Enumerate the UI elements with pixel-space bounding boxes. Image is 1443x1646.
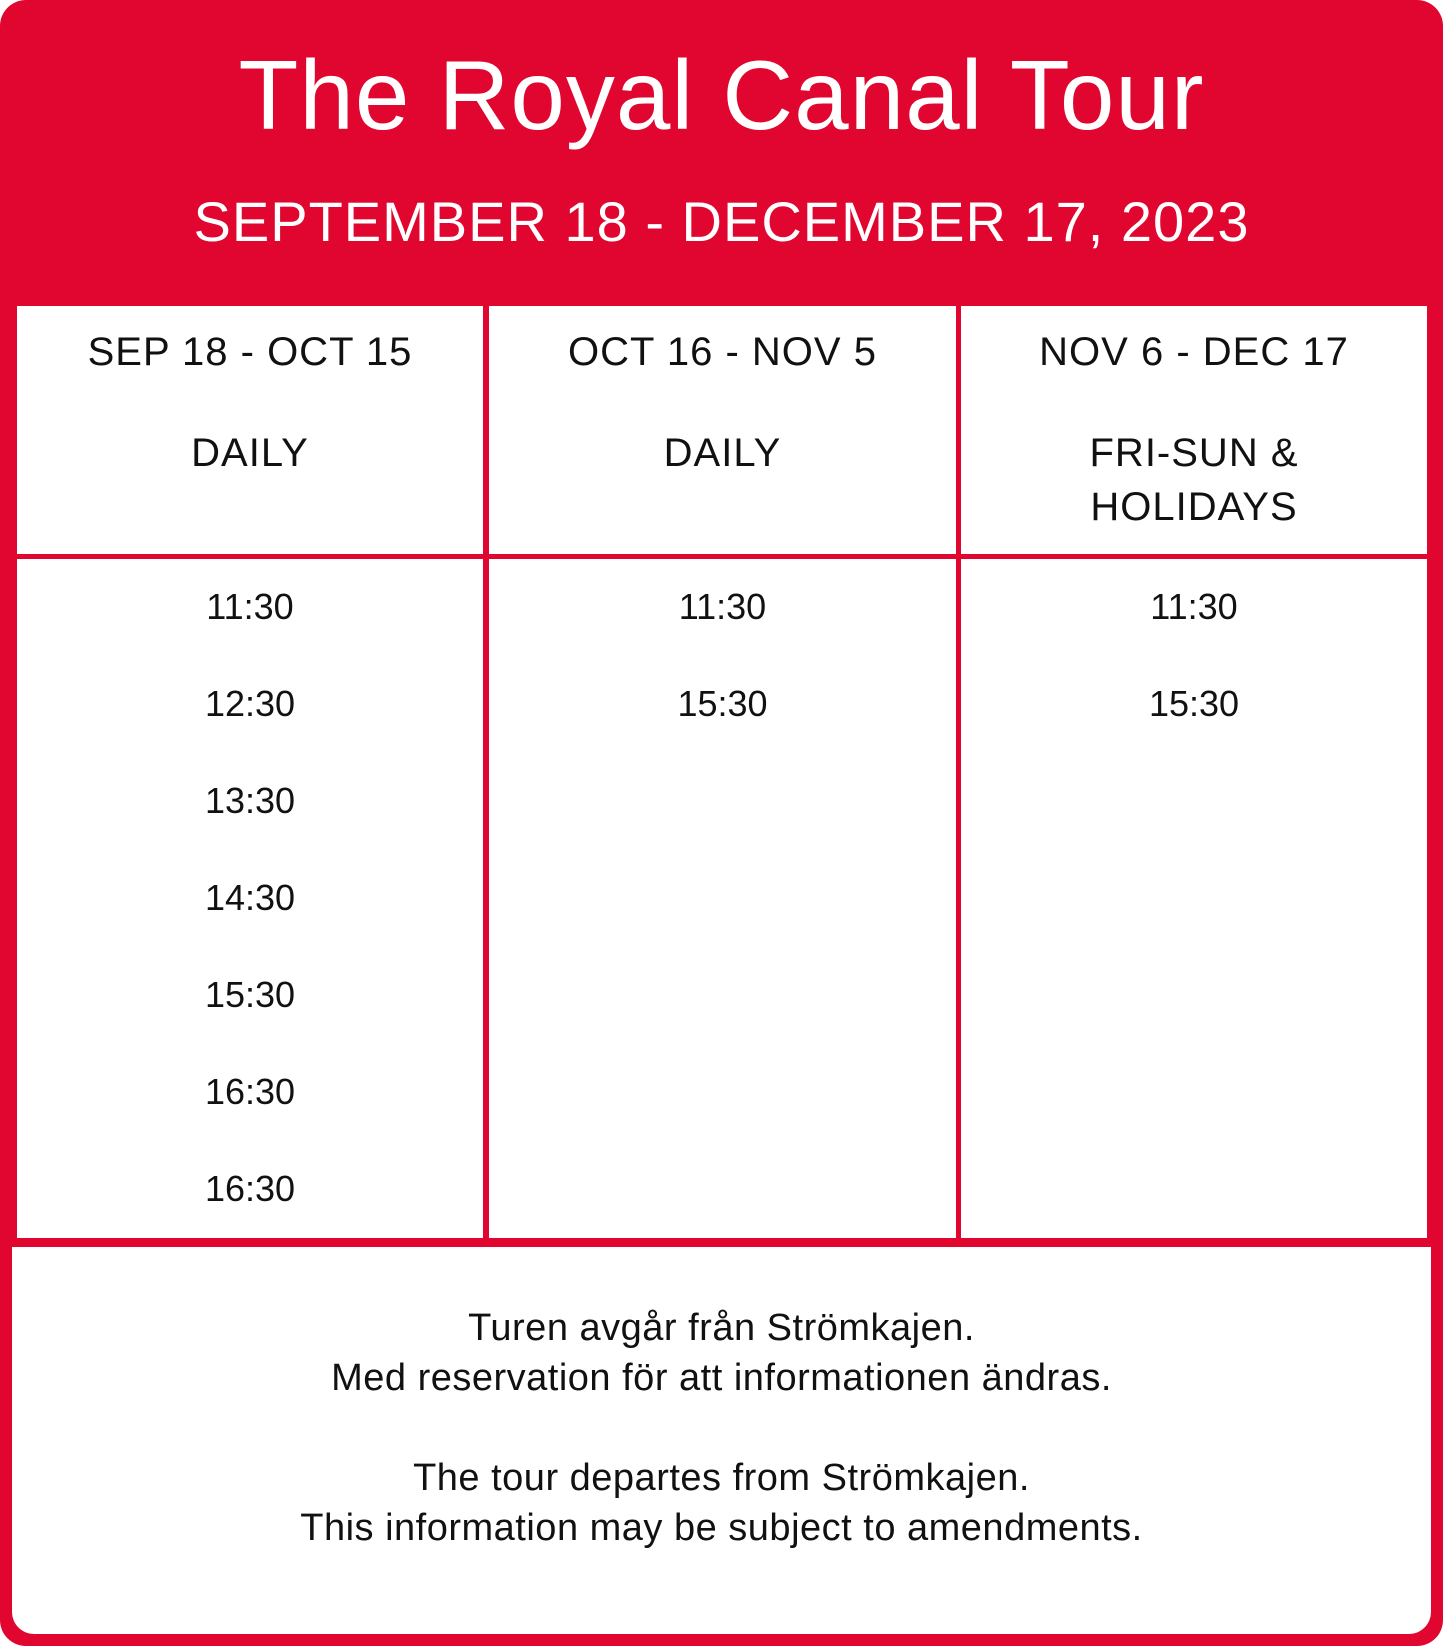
departure-time: 13:30 [204,780,296,821]
period-header-2 [489,306,956,554]
period-days: DAILY [191,431,309,475]
departure-time: 14:30 [204,877,296,918]
departure-times-3 [961,559,1427,1238]
period-header-1 [17,306,483,554]
departure-time: 11:30 [678,586,767,627]
swedish-notice [12,1303,1431,1403]
departure-note-sv: Turen avgår från Strömkajen. [468,1307,975,1349]
departure-times-1 [17,559,483,1238]
period-range: NOV 6 - DEC 17 [1039,330,1349,374]
period-range: SEP 18 - OCT 15 [87,330,413,374]
departure-time: 16:30 [204,1071,296,1112]
time-list [489,584,956,778]
english-notice [12,1453,1431,1553]
departure-note-en: The tour departes from Strömkajen. [413,1457,1030,1499]
departure-time: 12:30 [204,683,296,724]
period-days: DAILY [663,431,782,475]
departure-time: 11:30 [1150,586,1238,627]
period-header-3 [961,306,1427,554]
period-days: FRI-SUN & HOLIDAYS [1089,431,1299,529]
disclaimer-en: This information may be subject to amendments. [300,1507,1143,1549]
departure-time: 15:30 [204,974,296,1015]
disclaimer-sv: Med reservation för att informationen ändras. [331,1357,1112,1399]
departure-time: 15:30 [1148,683,1240,724]
departure-time: 11:30 [206,586,294,627]
period-range: OCT 16 - NOV 5 [568,330,877,374]
departure-time: 15:30 [677,683,768,724]
time-list [961,584,1427,778]
season-date-range: SEPTEMBER 18 - DECEMBER 17, 2023 [193,190,1250,253]
time-list [17,584,483,1263]
departure-times-2 [489,559,956,1238]
departure-time: 16:30 [204,1168,296,1209]
page-title: The Royal Canal Tour [238,40,1205,150]
footer-notice [12,1247,1431,1634]
